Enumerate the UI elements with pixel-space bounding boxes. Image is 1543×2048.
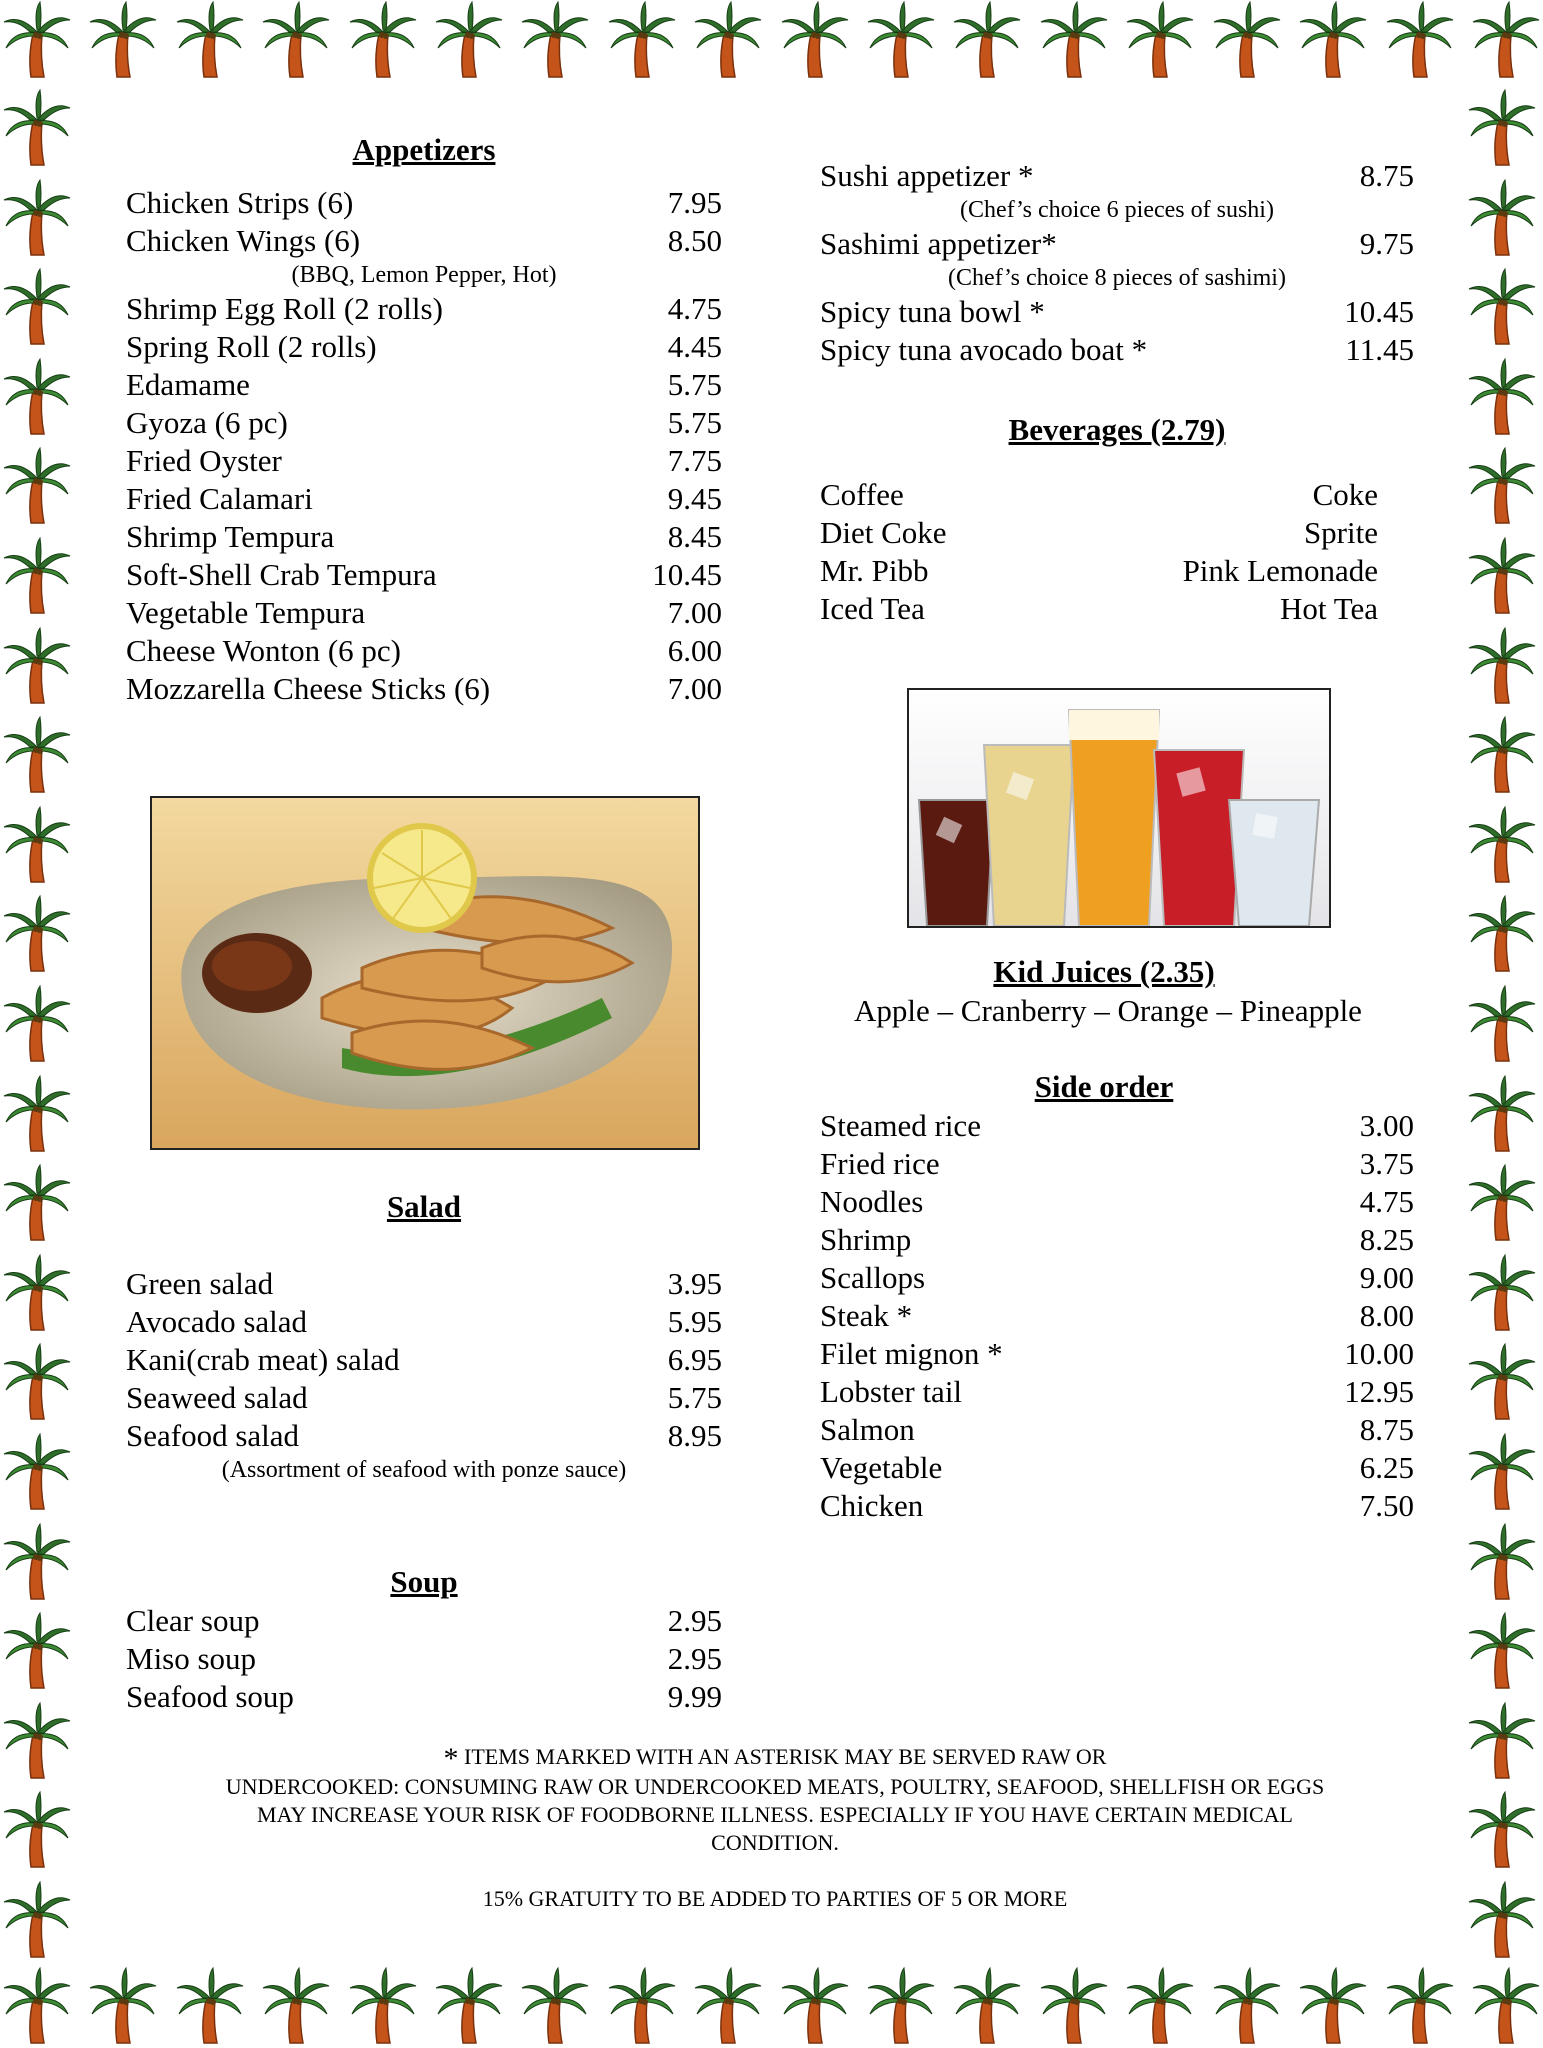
palm-tree-icon — [1465, 88, 1539, 166]
menu-item-name: Vegetable — [820, 1450, 943, 1485]
palm-tree-icon — [432, 0, 506, 78]
menu-item-price: 5.75 — [667, 367, 722, 402]
menu-item — [126, 594, 722, 632]
menu-item — [126, 366, 722, 404]
menu-item — [820, 1107, 1414, 1145]
beverage-item: Hot Tea — [1280, 591, 1378, 626]
menu-item-price: 5.75 — [667, 405, 722, 440]
beverages-section — [820, 410, 1378, 628]
menu-item-name: Soft-Shell Crab Tempura — [126, 557, 437, 592]
palm-tree-icon — [259, 0, 333, 78]
menu-item-name: Salmon — [820, 1412, 915, 1447]
footer-warning-text1: ITEMS MARKED WITH AN ASTERISK MAY BE SERVED RAW OR — [464, 1744, 1107, 1769]
palm-tree-icon — [1296, 1966, 1370, 2044]
footer-warning-line1 — [140, 1743, 1410, 1773]
menu-item — [820, 1183, 1414, 1221]
menu-item-price: 7.00 — [667, 595, 722, 630]
palm-tree-icon — [1037, 0, 1111, 78]
palm-tree-icon — [0, 536, 74, 614]
appetizers-list — [126, 184, 722, 708]
footer-gratuity: 15% GRATUITY TO BE ADDED TO PARTIES OF 5 OR MORE — [482, 1886, 1068, 1911]
menu-item-note: (BBQ, Lemon Pepper, Hot) — [291, 262, 557, 288]
menu-item-price: 3.95 — [667, 1266, 722, 1301]
border-left — [0, 88, 80, 1958]
menu-item-price: 9.45 — [667, 481, 722, 516]
palm-tree-icon — [1465, 1522, 1539, 1600]
side-order-list — [820, 1107, 1414, 1525]
menu-item — [126, 1602, 722, 1640]
menu-item-price: 4.75 — [667, 291, 722, 326]
appetizers-section — [126, 130, 722, 708]
menu-item-name: Steamed rice — [820, 1108, 981, 1143]
menu-item-price: 4.75 — [1359, 1184, 1414, 1219]
drinks-photo — [907, 688, 1331, 928]
menu-item — [820, 1145, 1414, 1183]
menu-item-name: Gyoza (6 pc) — [126, 405, 288, 440]
palm-tree-icon — [1383, 1966, 1457, 2044]
beverage-item: Sprite — [1303, 515, 1378, 550]
menu-item — [126, 1341, 722, 1379]
appetizers-heading: Appetizers — [352, 132, 496, 167]
menu-item-name: Chicken Strips (6) — [126, 185, 354, 220]
menu-item-name: Fried Calamari — [126, 481, 313, 516]
menu-item-name: Vegetable Tempura — [126, 595, 366, 630]
soup-heading: Soup — [390, 1564, 458, 1599]
menu-item-price: 11.45 — [1345, 332, 1414, 367]
menu-item-name: Shrimp Egg Roll (2 rolls) — [126, 291, 443, 326]
beverage-item: Diet Coke — [820, 515, 947, 550]
menu-item — [126, 1265, 722, 1303]
menu-item-name: Chicken — [820, 1488, 924, 1523]
border-top — [0, 0, 1543, 80]
palm-tree-icon — [1465, 805, 1539, 883]
kid-juices-section — [820, 952, 1414, 1030]
menu-item-name: Seafood soup — [126, 1679, 294, 1714]
menu-item — [820, 1449, 1414, 1487]
palm-tree-icon — [1465, 626, 1539, 704]
menu-item-price: 8.75 — [1359, 1412, 1414, 1447]
palm-tree-icon — [605, 1966, 679, 2044]
palm-tree-icon — [0, 267, 74, 345]
soup-list — [126, 1602, 722, 1716]
menu-item-name: Seaweed salad — [126, 1380, 308, 1415]
menu-item-price: 9.00 — [1359, 1260, 1414, 1295]
palm-tree-icon — [0, 178, 74, 256]
palm-tree-icon — [691, 1966, 765, 2044]
palm-tree-icon — [1465, 178, 1539, 256]
menu-item-name: Steak * — [820, 1298, 913, 1333]
palm-tree-icon — [1469, 1966, 1543, 2044]
palm-tree-icon — [1123, 0, 1197, 78]
sushi-list — [820, 157, 1414, 369]
palm-tree-icon — [1465, 984, 1539, 1062]
menu-item — [820, 1221, 1414, 1259]
palm-tree-icon — [1465, 536, 1539, 614]
footer-warning-line2: UNDERCOOKED: CONSUMING RAW OR UNDERCOOKED MEATS, POULTRY, SEAFOOD, SHELLFISH OR EGGS — [225, 1774, 1325, 1799]
salad-list — [126, 1265, 722, 1485]
menu-item-name: Miso soup — [126, 1641, 257, 1676]
footer — [140, 1743, 1410, 1913]
palm-tree-icon — [173, 0, 247, 78]
palm-tree-icon — [1465, 1701, 1539, 1779]
palm-tree-icon — [259, 1966, 333, 2044]
palm-tree-icon — [0, 1342, 74, 1420]
menu-item-price: 3.75 — [1359, 1146, 1414, 1181]
menu-item-price: 9.99 — [667, 1679, 722, 1714]
menu-item-name: Green salad — [126, 1266, 274, 1301]
palm-tree-icon — [346, 0, 420, 78]
palm-tree-icon — [1469, 0, 1543, 78]
menu-item-note: (Assortment of seafood with ponze sauce) — [221, 1457, 627, 1483]
menu-item-price: 3.00 — [1359, 1108, 1414, 1143]
palm-tree-icon — [950, 0, 1024, 78]
menu-item — [820, 1335, 1414, 1373]
menu-item — [820, 1411, 1414, 1449]
menu-item-price: 6.00 — [667, 633, 722, 668]
menu-item-name: Avocado salad — [126, 1304, 308, 1339]
menu-item-name: Edamame — [126, 367, 250, 402]
menu-item-name: Fried Oyster — [126, 443, 282, 478]
menu-item-name: Chicken Wings (6) — [126, 223, 361, 258]
palm-tree-icon — [0, 1163, 74, 1241]
menu-item-name: Kani(crab meat) salad — [126, 1342, 400, 1377]
menu-item — [820, 293, 1414, 331]
palm-tree-icon — [1465, 1163, 1539, 1241]
beverage-item: Pink Lemonade — [1182, 553, 1378, 588]
sushi-section — [820, 157, 1414, 369]
menu-item — [126, 556, 722, 594]
asterisk-mark: * — [443, 1742, 459, 1775]
menu-item-name: Mozzarella Cheese Sticks (6) — [126, 671, 491, 706]
palm-tree-icon — [1210, 0, 1284, 78]
palm-tree-icon — [1465, 1342, 1539, 1420]
palm-tree-icon — [518, 0, 592, 78]
palm-tree-icon — [1465, 1880, 1539, 1958]
menu-item-name: Seafood salad — [126, 1418, 300, 1453]
menu-item-price: 7.00 — [667, 671, 722, 706]
menu-item-name: Shrimp — [820, 1222, 912, 1257]
palm-tree-icon — [1123, 1966, 1197, 2044]
menu-item-name: Spring Roll (2 rolls) — [126, 329, 377, 364]
palm-tree-icon — [518, 1966, 592, 2044]
palm-tree-icon — [0, 1966, 74, 2044]
menu-item-price: 8.45 — [667, 519, 722, 554]
menu-item-note: (Chef’s choice 8 pieces of sashimi) — [948, 265, 1286, 291]
salad-heading: Salad — [386, 1189, 462, 1224]
menu-item-price: 10.45 — [652, 557, 722, 592]
side-order-section — [820, 1067, 1414, 1525]
beverage-item: Iced Tea — [820, 591, 925, 626]
palm-tree-icon — [1383, 0, 1457, 78]
menu-item — [820, 1487, 1414, 1525]
menu-item — [126, 184, 722, 222]
palm-tree-icon — [0, 1074, 74, 1152]
palm-tree-icon — [346, 1966, 420, 2044]
menu-item — [820, 157, 1414, 195]
palm-tree-icon — [1465, 715, 1539, 793]
menu-item-name: Noodles — [820, 1184, 924, 1219]
menu-item-name: Scallops — [820, 1260, 926, 1295]
menu-item — [126, 480, 722, 518]
palm-tree-icon — [0, 626, 74, 704]
palm-tree-icon — [0, 357, 74, 435]
palm-tree-icon — [691, 0, 765, 78]
menu-item — [820, 331, 1414, 369]
palm-tree-icon — [1465, 446, 1539, 524]
palm-tree-icon — [950, 1966, 1024, 2044]
menu-item — [126, 1417, 722, 1455]
menu-item-price: 2.95 — [667, 1603, 722, 1638]
palm-tree-icon — [86, 1966, 160, 2044]
kid-juices-heading: Kid Juices (2.35) — [993, 954, 1215, 989]
palm-tree-icon — [0, 446, 74, 524]
menu-item-price: 10.00 — [1344, 1336, 1414, 1371]
menu-item — [820, 1297, 1414, 1335]
palm-tree-icon — [1296, 0, 1370, 78]
palm-tree-icon — [1037, 1966, 1111, 2044]
palm-tree-icon — [0, 1611, 74, 1689]
salad-section — [126, 1187, 722, 1485]
beverage-item: Mr. Pibb — [820, 553, 929, 588]
menu-item — [126, 404, 722, 442]
beverage-item: Coke — [1312, 477, 1378, 512]
palm-tree-icon — [0, 1432, 74, 1510]
menu-item — [126, 222, 722, 260]
menu-item-name: Lobster tail — [820, 1374, 963, 1409]
menu-item — [126, 1379, 722, 1417]
palm-tree-icon — [1465, 1611, 1539, 1689]
kid-juices-list: Apple – Cranberry – Orange – Pineapple — [854, 993, 1362, 1028]
menu-item-price: 8.95 — [667, 1418, 722, 1453]
menu-item — [126, 290, 722, 328]
menu-item — [820, 1259, 1414, 1297]
menu-item — [126, 670, 722, 708]
menu-item-price: 8.25 — [1359, 1222, 1414, 1257]
menu-item-price: 4.45 — [667, 329, 722, 364]
palm-tree-icon — [778, 0, 852, 78]
palm-tree-icon — [0, 894, 74, 972]
menu-item — [126, 1678, 722, 1716]
menu-item-price: 8.50 — [667, 223, 722, 258]
menu-item-price: 5.75 — [667, 1380, 722, 1415]
palm-tree-icon — [1210, 1966, 1284, 2044]
menu-item-price: 6.95 — [667, 1342, 722, 1377]
beverage-item: Coffee — [820, 477, 904, 512]
menu-item-price: 2.95 — [667, 1641, 722, 1676]
menu-item-name: Clear soup — [126, 1603, 260, 1638]
palm-tree-icon — [1465, 267, 1539, 345]
footer-warning-line4: CONDITION. — [711, 1830, 839, 1855]
palm-tree-icon — [0, 1253, 74, 1331]
palm-tree-icon — [0, 805, 74, 883]
palm-tree-icon — [0, 0, 74, 78]
menu-item — [126, 518, 722, 556]
palm-tree-icon — [864, 1966, 938, 2044]
palm-tree-icon — [0, 984, 74, 1062]
palm-tree-icon — [0, 1880, 74, 1958]
menu-item-name: Cheese Wonton (6 pc) — [126, 633, 402, 668]
palm-tree-icon — [0, 715, 74, 793]
menu-item-name: Sushi appetizer * — [820, 158, 1034, 193]
menu-item-price: 7.50 — [1359, 1488, 1414, 1523]
palm-tree-icon — [1465, 357, 1539, 435]
palm-tree-icon — [605, 0, 679, 78]
menu-item-price: 10.45 — [1344, 294, 1414, 329]
menu-item — [126, 442, 722, 480]
palm-tree-icon — [432, 1966, 506, 2044]
palm-tree-icon — [0, 1790, 74, 1868]
palm-tree-icon — [1465, 894, 1539, 972]
menu-item-price: 5.95 — [667, 1304, 722, 1339]
menu-item — [126, 1640, 722, 1678]
menu-item-name: Fried rice — [820, 1146, 940, 1181]
menu-item-price: 8.75 — [1359, 158, 1414, 193]
beverages-list — [820, 476, 1378, 628]
menu-item — [126, 1303, 722, 1341]
menu-item-price: 8.00 — [1359, 1298, 1414, 1333]
footer-warning-line3: MAY INCREASE YOUR RISK OF FOODBORNE ILLNESS. ESPECIALLY IF YOU HAVE CERTAIN MEDICAL — [257, 1802, 1293, 1827]
border-bottom — [0, 1966, 1543, 2046]
menu-item-price: 6.25 — [1359, 1450, 1414, 1485]
menu-item-name: Filet mignon * — [820, 1336, 1003, 1371]
palm-tree-icon — [1465, 1074, 1539, 1152]
palm-tree-icon — [0, 88, 74, 166]
palm-tree-icon — [1465, 1432, 1539, 1510]
palm-tree-icon — [864, 0, 938, 78]
menu-item-price: 7.75 — [667, 443, 722, 478]
beverages-heading: Beverages (2.79) — [1008, 412, 1226, 447]
menu-item-name: Sashimi appetizer* — [820, 226, 1057, 261]
menu-item — [820, 1373, 1414, 1411]
palm-tree-icon — [86, 0, 160, 78]
palm-tree-icon — [1465, 1253, 1539, 1331]
menu-item-price: 12.95 — [1344, 1374, 1414, 1409]
side-order-heading: Side order — [1034, 1069, 1174, 1104]
menu-item-price: 9.75 — [1359, 226, 1414, 261]
menu-item — [126, 632, 722, 670]
menu-item-note: (Chef’s choice 6 pieces of sushi) — [960, 197, 1274, 223]
border-right — [1465, 88, 1543, 1958]
menu-item — [820, 225, 1414, 263]
menu-item-name: Spicy tuna bowl * — [820, 294, 1045, 329]
gyoza-photo — [150, 796, 700, 1150]
menu-item-name: Shrimp Tempura — [126, 519, 335, 554]
menu-item — [126, 328, 722, 366]
soup-section — [126, 1562, 722, 1716]
palm-tree-icon — [1465, 1790, 1539, 1868]
palm-tree-icon — [778, 1966, 852, 2044]
menu-item-name: Spicy tuna avocado boat * — [820, 332, 1148, 367]
palm-tree-icon — [173, 1966, 247, 2044]
palm-tree-icon — [0, 1522, 74, 1600]
palm-tree-icon — [0, 1701, 74, 1779]
menu-item-price: 7.95 — [667, 185, 722, 220]
